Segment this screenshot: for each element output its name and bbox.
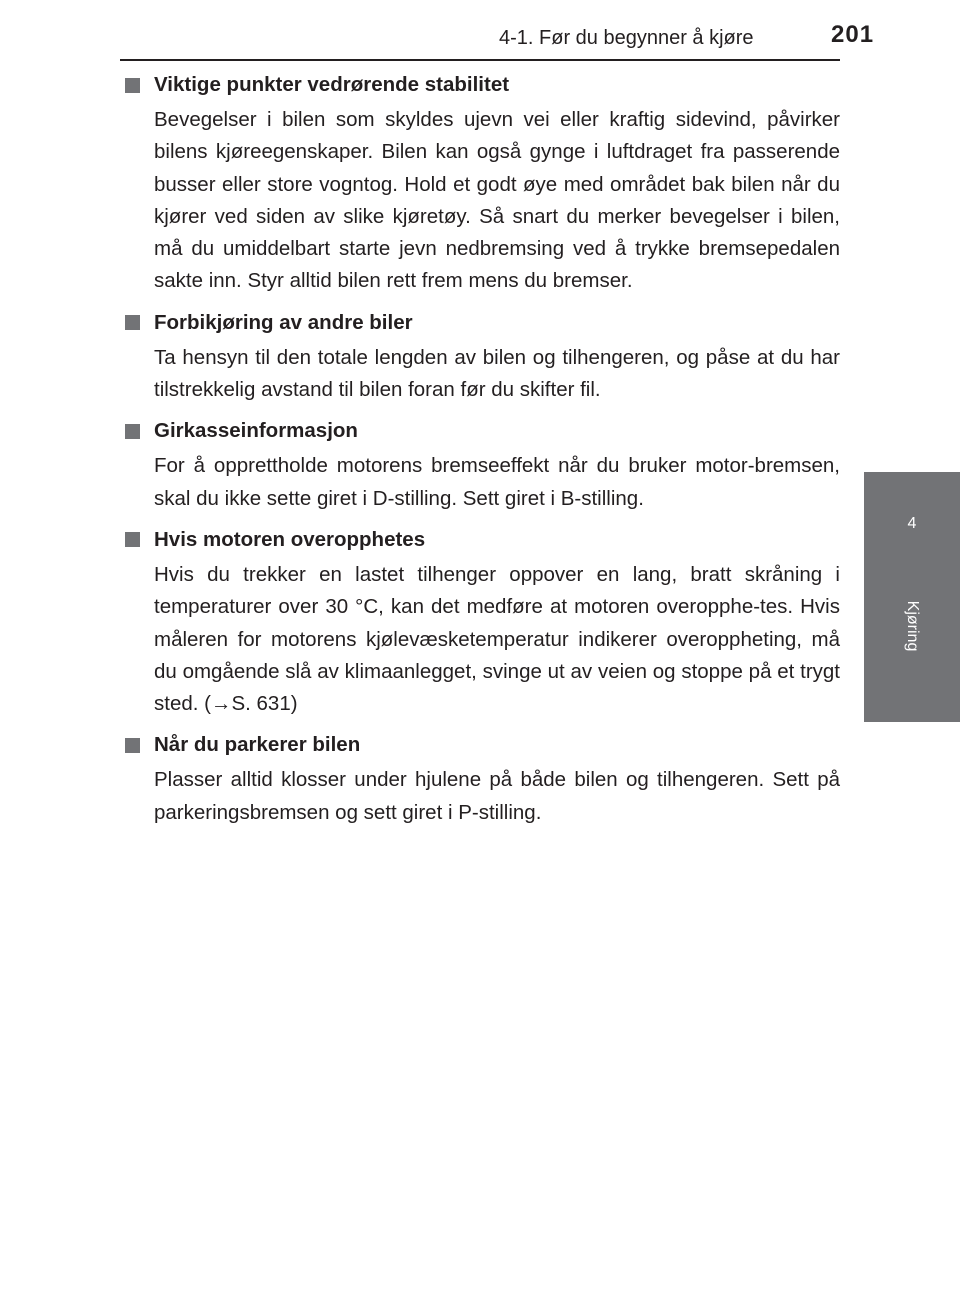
section-heading [125, 66, 840, 104]
section-body: Hvis du trekker en lastet tilhenger oppover en lang, bratt skråning i temperaturer over 30 °C, kan det medføre at motoren overopphe-tes. Hvis måleren for motorens kjølevæsketemperatur indikerer overoppheting, må du omgående slå av klimaanlegget, svinge ut av veien og stoppe på et trygt sted. (→S. 631) [154, 562, 840, 716]
square-bullet-icon [125, 738, 140, 753]
section-overheating [125, 521, 840, 720]
section-heading [125, 521, 840, 559]
page-number: 201 [831, 21, 875, 48]
chapter-side-tab [864, 472, 960, 722]
section-heading-text: Forbikjøring av andre biler [154, 310, 413, 334]
running-header-section: 4-1. Før du begynner å kjøre [499, 27, 754, 49]
section-overtaking [125, 304, 840, 407]
chapter-number: 4 [907, 515, 917, 532]
section-heading [125, 304, 840, 342]
section-stability [125, 66, 840, 298]
header-divider [120, 59, 840, 61]
square-bullet-icon [125, 532, 140, 547]
section-body: Plasser alltid klosser under hjulene på både bilen og tilhengeren. Sett på parkeringsbremsen og sett giret i P-stilling. [154, 768, 840, 824]
section-heading-text: Girkasseinformasjon [154, 419, 358, 443]
section-body: Ta hensyn til den totale lengden av bilen og tilhengeren, og påse at du har tilstrekkelig avstand til bilen foran før du skifter fil. [154, 345, 840, 402]
chapter-label: Kjøring [904, 600, 921, 652]
square-bullet-icon [125, 78, 140, 93]
section-gearbox [125, 412, 840, 515]
square-bullet-icon [125, 424, 140, 439]
page-content [125, 66, 840, 835]
section-heading-text: Viktige punkter vedrørende stabilitet [154, 73, 510, 96]
square-bullet-icon [125, 315, 140, 330]
section-heading [125, 726, 840, 764]
section-parking [125, 726, 840, 829]
section-heading-text: Hvis motoren overopphetes [154, 527, 426, 551]
section-body: For å opprettholde motorens bremseeffekt når du bruker motor-bremsen, skal du ikke sette giret i D-stilling. Sett giret i B-stilling. [154, 454, 840, 510]
section-heading-text: Når du parkerer bilen [154, 733, 361, 757]
section-heading [125, 412, 840, 450]
section-body: Bevegelser i bilen som skyldes ujevn vei eller kraftig sidevind, påvirker bilens kjøreegenskaper. Bilen kan også gynge i luftdraget fra passerende busser eller store vogntog. Hold et godt øye med området bak bilen når du kjører ved siden av slike kjøretøy. Så snart du merker bevegelser i bilen, må du umiddelbart starte jevn nedbremsing ved å trykke bremsepedalen sakte inn. Styr alltid bilen rett frem mens du bremser. [154, 108, 840, 293]
